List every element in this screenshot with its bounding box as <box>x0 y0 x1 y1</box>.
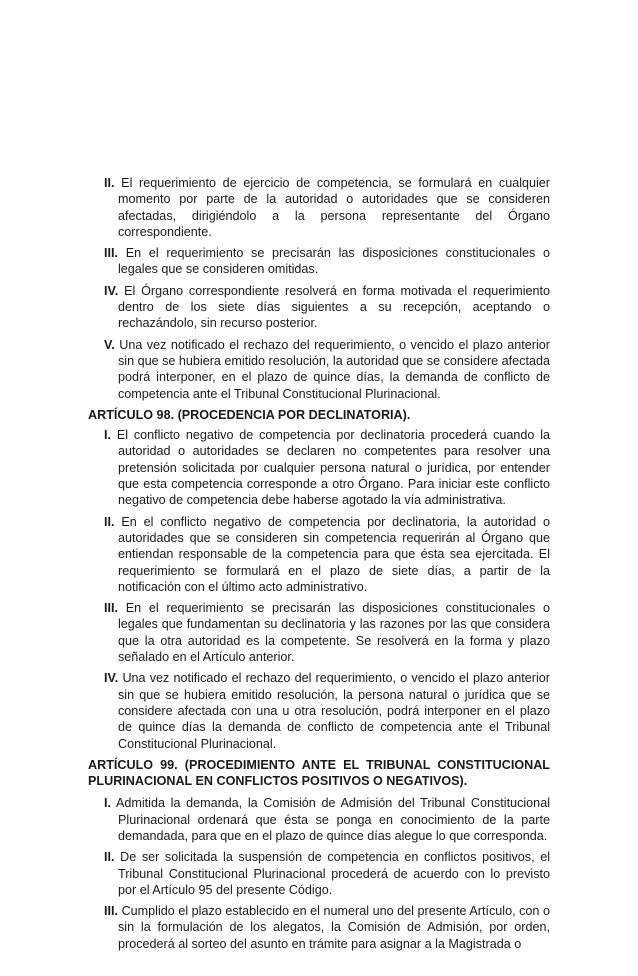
item-number: I. <box>104 796 111 811</box>
item-text: En el requerimiento se precisarán las disposiciones constitucionales o legales que fundamentan su declinatoria y las razones por las que considera que la otra autoridad es la competente. Se resolverá en la forma y plazo señalado en el Artículo anterior. <box>118 601 551 665</box>
item-text: Admitida la demanda, la Comisión de Admisión del Tribunal Constitucional Plurinacional ordenará que ésta se ponga en conocimiento de la parte demandada, para que en el plazo de quince días alegue lo que corresponda. <box>115 796 550 843</box>
paragraph-item <box>104 600 550 665</box>
item-text: En el requerimiento se precisarán las disposiciones constitucionales o legales que se consideren omitidas. <box>118 246 551 277</box>
item-number: IV. <box>104 671 119 686</box>
item-number: I. <box>104 428 111 443</box>
paragraph-item <box>104 427 550 508</box>
paragraph-item <box>104 903 550 952</box>
section-continuation <box>88 175 550 402</box>
paragraph-item <box>104 849 550 898</box>
paragraph-item <box>104 514 550 595</box>
paragraph-item <box>104 283 550 332</box>
item-text: El Órgano correspondiente resolverá en forma motivada el requerimiento dentro de los siete días siguientes a su recepción, aceptando o rechazándolo, sin recurso posterior. <box>118 283 551 331</box>
document-page <box>88 175 550 957</box>
item-text: En el conflicto negativo de competencia por declinatoria, la autoridad o autoridades que se consideren sin competencia requerirán al Órgano que entiendan responsable de la competencia para que ésta sea ejercitada. El requerimiento se formulará en el plazo de siete días, a partir de la notificación con el último acto administrativo. <box>118 514 551 594</box>
item-text: El conflicto negativo de competencia por declinatoria procederá cuando la autoridad o autoridades se declaren no competentes para resolver una pretensión solicitada por cualquier persona natural o jurídica, por entender que esta competencia corresponde a otro Órgano. Para iniciar este conflicto negativo de competencia debe haberse agotado la vía administrativa. <box>116 428 551 508</box>
item-text: De ser solicitada la suspensión de competencia en conflictos positivos, el Tribunal Constitucional Plurinacional procederá de acuerdo con lo previsto por el Artículo 95 del presente Código. <box>118 850 550 897</box>
paragraph-item <box>104 337 550 402</box>
item-text: Una vez notificado el rechazo del requerimiento, o vencido el plazo anterior sin que se hubiera emitido resolución, la autoridad que se considere afectada podrá interponer, en el plazo de quince días, la demanda de conflicto de competencia ante el Tribunal Constitucional Plurinacional. <box>118 337 550 401</box>
section-article-98 <box>88 407 550 752</box>
paragraph-item <box>104 670 550 751</box>
item-number: II. <box>104 850 115 865</box>
item-text: Una vez notificado el rechazo del requerimiento, o vencido el plazo anterior sin que se hubiera emitido resolución, la persona natural o jurídica que se considere afectada con una u otra resolución, podrá interponer en el plazo de quince días la demanda de conflicto de competencia ante el Tribunal Constitucional Plurinacional. <box>118 671 550 751</box>
item-number: V. <box>104 337 115 352</box>
section-article-99 <box>88 757 550 952</box>
item-number: IV. <box>104 283 119 298</box>
item-text: El requerimiento de ejercicio de competencia, se formulará en cualquier momento por parte de la autoridad o autoridades que se consideren afectadas, dirigiéndolo a la persona representante del Órgano correspondiente. <box>118 176 551 239</box>
paragraph-item <box>104 245 550 278</box>
item-number: II. <box>104 176 115 190</box>
paragraph-item <box>104 795 550 844</box>
article-heading: ARTÍCULO 98. (PROCEDENCIA POR DECLINATORIA). <box>88 407 411 422</box>
paragraph-item <box>104 175 550 240</box>
item-number: III. <box>104 601 118 616</box>
item-text: Cumplido el plazo establecido en el numeral uno del presente Artículo, con o sin la formulación de los alegatos, la Comisión de Admisión, por orden, procederá al sorteo del asunto en trámite para asignar a la Magistrada o <box>118 904 550 951</box>
item-number: III. <box>104 246 118 261</box>
item-number: II. <box>104 514 115 529</box>
item-number: III. <box>104 904 118 919</box>
article-heading: ARTÍCULO 99. (PROCEDIMIENTO ANTE EL TRIBUNAL CONSTITUCIONAL PLURINACIONAL EN CONFLICTOS POSITIVOS O NEGATIVOS). <box>88 757 550 789</box>
